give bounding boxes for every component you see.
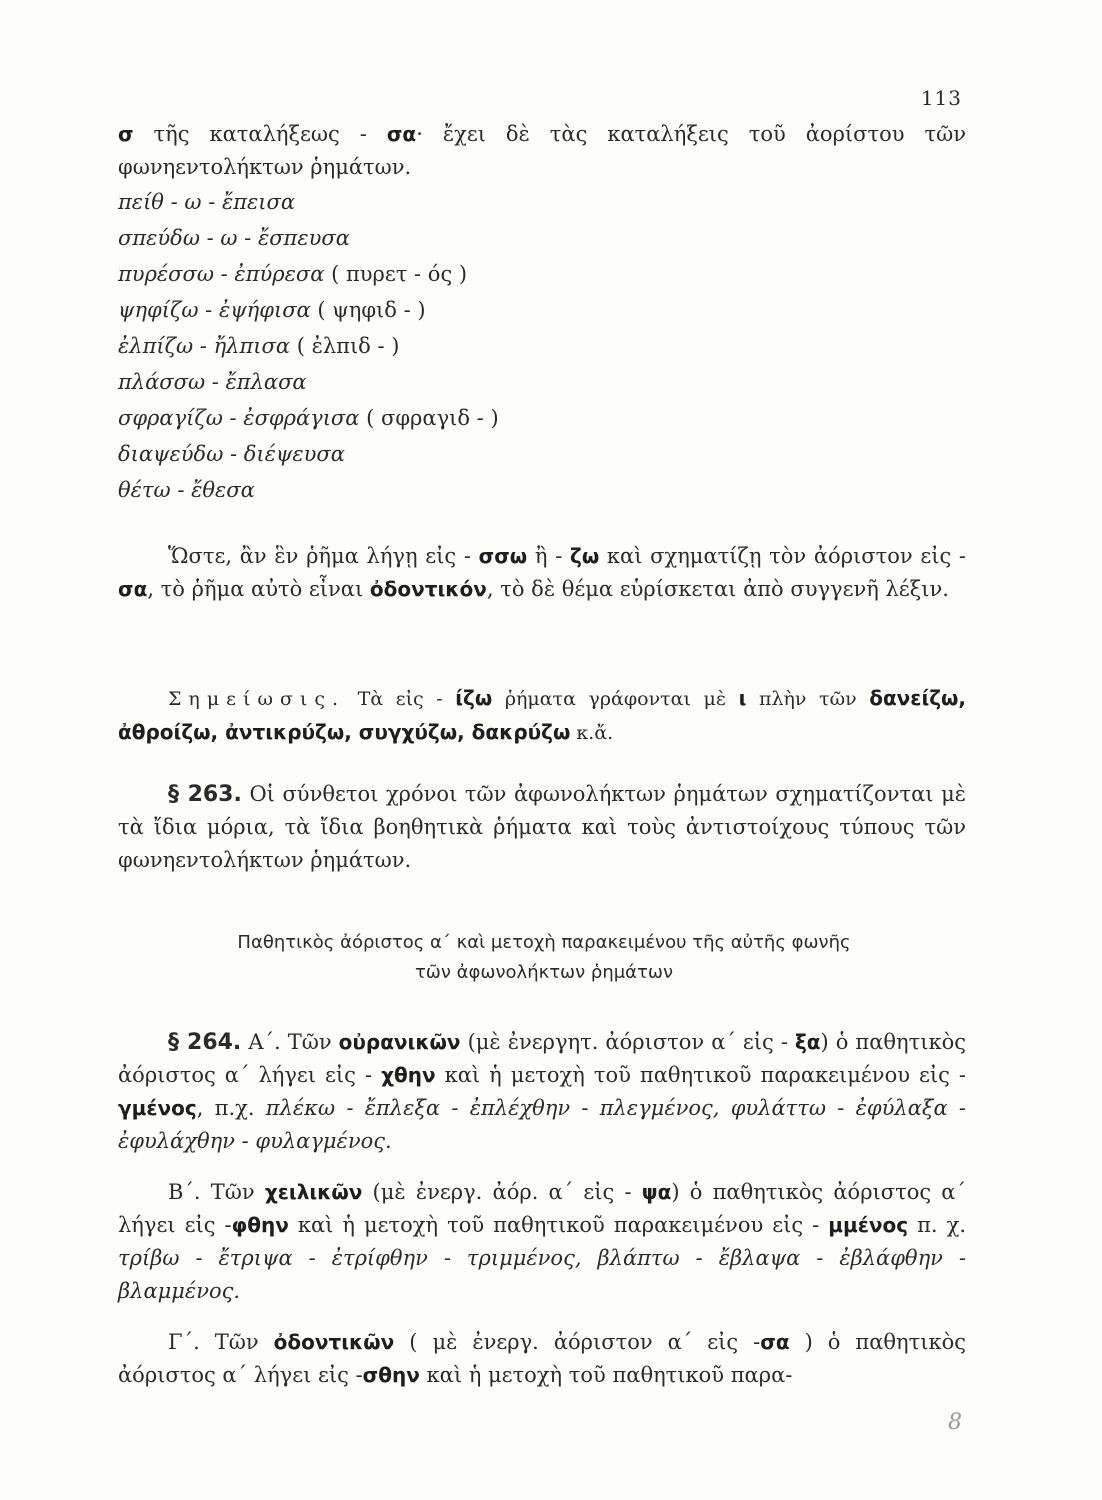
section-264-b bbox=[118, 1176, 966, 1308]
verb-item bbox=[118, 222, 350, 255]
section-264-number: § 264. bbox=[168, 1030, 242, 1055]
verb-stem: ( ἐλπιδ - ) bbox=[296, 334, 400, 358]
bold-term: χθην bbox=[381, 1063, 436, 1087]
text: ( μὲ ἐνεργ. ἀόριστον α΄ εἰς - bbox=[394, 1330, 761, 1354]
bold-term: μμένος bbox=[828, 1213, 909, 1237]
text: , π.χ. bbox=[196, 1096, 266, 1120]
text: ) ὁ παθητικὸς ἀόριστος α΄ λήγει εἰς - bbox=[118, 1180, 966, 1237]
verb-forms: ἐλπίζω - ἤλπισα bbox=[118, 334, 291, 358]
verb-item bbox=[118, 294, 426, 327]
section-264-g-label: Γ΄. bbox=[168, 1330, 200, 1354]
bold-term: φθην bbox=[231, 1213, 289, 1237]
rule-text-5: , τὸ δὲ θέμα εὑρίσκεται ἀπὸ συγγενῆ λέξιν. bbox=[486, 577, 949, 601]
rule-bold-2: ζω bbox=[570, 544, 600, 568]
verb-forms: θέτω - ἔθεσα bbox=[118, 478, 255, 502]
verb-forms: ψηφίζω - ἐψήφισα bbox=[118, 298, 311, 322]
rule-bold-3: σα bbox=[118, 577, 148, 601]
heading-line-1: Παθητικὸς ἀόριστος α΄ καὶ μετοχὴ παρακειμένου τῆς αὐτῆς φωνῆς bbox=[237, 932, 851, 953]
intro-text-1: τῆς καταλήξεως - bbox=[133, 122, 387, 146]
bold-term: οὐρανικῶν bbox=[338, 1030, 461, 1054]
rule-text-2: ἢ - bbox=[527, 544, 570, 568]
verb-item bbox=[118, 474, 255, 507]
bold-term: ὀδοντικῶν bbox=[273, 1330, 395, 1354]
rule-text-1: Ὥστε, ἂν ἓν ῥῆμα λήγῃ εἰς - bbox=[168, 544, 479, 568]
bold-term: σθην bbox=[362, 1363, 420, 1387]
rule-bold-1: σσω bbox=[478, 544, 528, 568]
section-264-b-label: Β΄. bbox=[168, 1180, 201, 1204]
verb-item bbox=[118, 438, 345, 471]
rule-text-3: καὶ σχηματίζῃ τὸν ἀόριστον εἰς - bbox=[599, 544, 967, 568]
verb-item bbox=[118, 402, 499, 435]
note-bold-2: ι bbox=[738, 686, 747, 710]
section-263-number: § 263. bbox=[168, 782, 242, 807]
text: π. χ. bbox=[908, 1213, 966, 1237]
rule-bold-4: ὀδοντικόν bbox=[369, 577, 487, 601]
rule-text-4: , τὸ ῥῆμα αὐτὸ εἶναι bbox=[147, 577, 370, 601]
verb-stem: ( πυρετ - ός ) bbox=[331, 262, 468, 286]
text: (μὲ ἐνεργ. ἀόρ. α΄ εἰς - bbox=[362, 1180, 642, 1204]
example-text: πλέκω - ἔπλεξα - ἐπλέχθην - πλεγμένος, φυλάττω - ἐφύλαξα - ἐφυλάχθην - φυλαγμένος. bbox=[118, 1096, 966, 1153]
note-bold-3: δανείζω, ἀθροίζω, ἀντικρύζω, συγχύζω, δακρύζω bbox=[118, 686, 967, 744]
rule-paragraph bbox=[118, 540, 966, 606]
bold-term: γμένος bbox=[118, 1096, 197, 1120]
note-label: Σημείωσις. bbox=[168, 688, 346, 710]
bold-term: ψα bbox=[641, 1180, 672, 1204]
verb-forms: σφραγίζω - ἐσφράγισα bbox=[118, 406, 360, 430]
verb-forms: πυρέσσω - ἐπύρεσα bbox=[118, 262, 325, 286]
note-paragraph bbox=[118, 682, 966, 750]
verb-item bbox=[118, 330, 399, 363]
text: ) ὁ παθητικὸς ἀόριστος α΄ λήγει εἰς - bbox=[118, 1030, 966, 1087]
verb-forms: πλάσσω - ἔπλασα bbox=[118, 370, 307, 394]
section-264-a-label: Α΄. bbox=[241, 1030, 281, 1054]
section-263-text: Οἱ σύνθετοι χρόνοι τῶν ἀφωνολήκτων ῥημάτων σχηματίζονται μὲ τὰ ἴδια μόρια, τὰ ἴδια βοηθητικὰ ῥήματα καὶ τοὺς ἀντιστοίχους τύπους τῶν φωνηεντολήκτων ῥημάτων. bbox=[118, 782, 966, 872]
section-264-g bbox=[118, 1326, 966, 1392]
text: Τῶν bbox=[200, 1180, 265, 1204]
note-text-4: κ.ἄ. bbox=[570, 722, 614, 744]
text: ) ὁ παθητικὸς ἀόριστος α΄ λήγει εἰς - bbox=[118, 1330, 966, 1387]
intro-paragraph bbox=[118, 118, 966, 184]
bold-term: χειλικῶν bbox=[264, 1180, 363, 1204]
intro-text-2: · ἔχει δὲ τὰς καταλήξεις τοῦ ἀορίστου τῶν φωνηεντολήκτων ῥημάτων. bbox=[118, 122, 966, 179]
verb-item bbox=[118, 366, 307, 399]
note-text-1: Τὰ εἰς - bbox=[345, 688, 456, 710]
verb-forms: σπεύδω - ω - ἔσπευσα bbox=[118, 226, 350, 250]
verb-forms: διαψεύδω - διέψευσα bbox=[118, 442, 345, 466]
note-bold-1: ίζω bbox=[455, 686, 493, 710]
text: καὶ ἡ μετοχὴ τοῦ παθητικοῦ παρα- bbox=[419, 1363, 793, 1387]
text: Τῶν bbox=[199, 1330, 274, 1354]
note-text-3: πλὴν τῶν bbox=[746, 688, 870, 710]
verb-forms: πείθ - ω - ἔπεισα bbox=[118, 190, 296, 214]
signature-mark: 8 bbox=[948, 1410, 962, 1435]
heading-line-2: τῶν ἀφωνολήκτων ῥημάτων bbox=[414, 962, 674, 983]
verb-stem: ( σφραγιδ - ) bbox=[366, 406, 499, 430]
verb-item bbox=[118, 186, 295, 219]
section-263 bbox=[118, 778, 966, 877]
verb-stem: ( ψηφιδ - ) bbox=[317, 298, 426, 322]
section-264-a bbox=[118, 1026, 966, 1158]
text: καὶ ἡ μετοχὴ τοῦ παθητικοῦ παρακειμένου εἰς - bbox=[435, 1063, 966, 1087]
intro-bold-1: σα bbox=[386, 122, 417, 146]
example-text: τρίβω - ἔτριψα - ἐτρίφθην - τριμμένος, βλάπτω - ἔβλαψα - ἐβλάφθην - βλαμμένος. bbox=[118, 1246, 966, 1303]
text: καὶ ἡ μετοχὴ τοῦ παθητικοῦ παρακειμένου εἰς - bbox=[288, 1213, 829, 1237]
text: (μὲ ἐνεργητ. ἀόριστον α΄ εἰς - bbox=[460, 1030, 795, 1054]
bold-term: ξα bbox=[794, 1030, 821, 1054]
text: Τῶν bbox=[280, 1030, 339, 1054]
intro-lead: σ bbox=[118, 122, 134, 146]
verb-item bbox=[118, 258, 467, 291]
section-heading bbox=[120, 928, 968, 988]
bold-term: σα bbox=[760, 1330, 790, 1354]
note-text-2: ῥήματα γράφονται μὲ bbox=[492, 688, 739, 710]
page-number: 113 bbox=[920, 86, 962, 110]
